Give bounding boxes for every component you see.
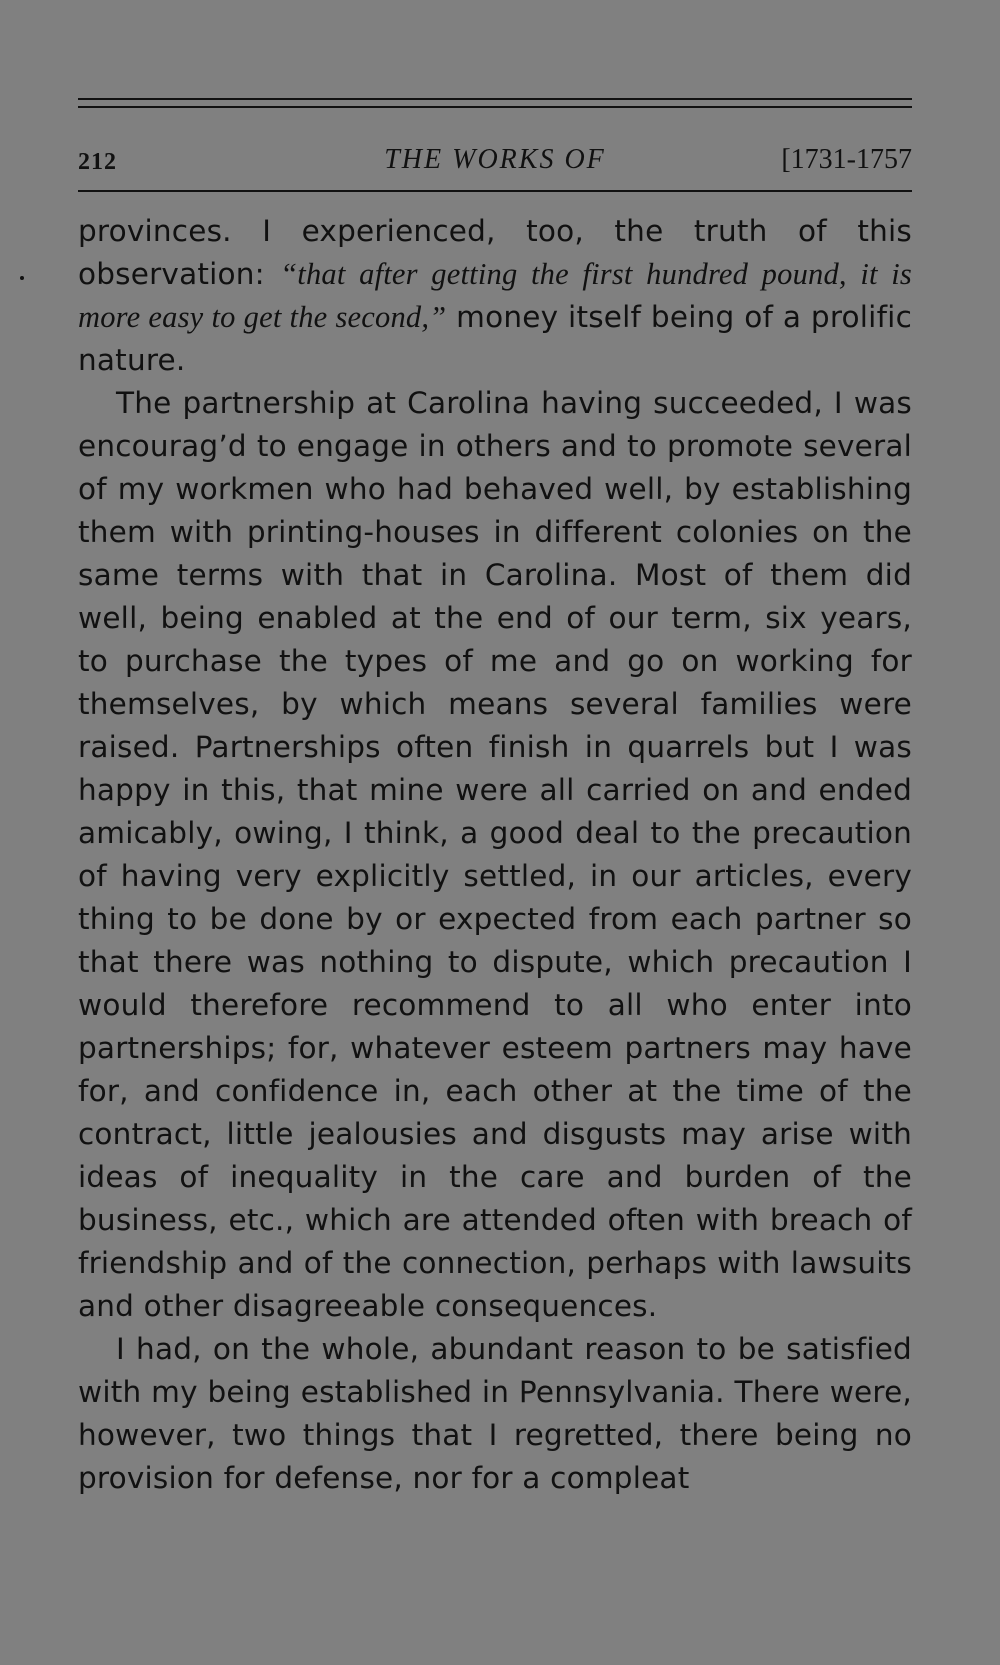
page-number: 212	[78, 149, 117, 175]
paragraph-1-start: provinces. I experienced, too, the truth of this observation:	[78, 214, 912, 291]
paragraph-3: I had, on the whole, abundant reason to be satisfied with my being established in Pennsylvania. There were, however, two things that I regretted, there being no provision for defense, nor for a compleat	[78, 1332, 912, 1495]
margin-speck	[20, 276, 24, 280]
running-head	[78, 108, 912, 178]
running-title: THE WORKS OF	[384, 144, 606, 175]
paragraph-2: The partnership at Carolina having succeeded, I was encourag’d to engage in others and to promote several of my workmen who had behaved well, by establishing them with printing-houses in different colonies on the same terms with that in Carolina. Most of them did well, being enabled at the end of our term, six years, to purchase the types of me and go on working for themselves, by which means several families were raised. Partnerships often finish in quarrels but I was happy in this, that mine were all carried on and ended amicably, owing, I think, a good deal to the precaution of having very explicitly settled, in our articles, every thing to be done by or expected from each partner so that there was nothing to dispute, which precaution I would therefore recommend to all who enter into partnerships; for, whatever esteem partners may have for, and confidence in, each other at the time of the contract, little jealousies and disgusts may arise with ideas of inequality in the care and burden of the business, etc., which are attended often with breach of friendship and of the connection, perhaps with lawsuits and other disagreeable consequences.	[78, 386, 912, 1323]
date-range: [1731-1757	[781, 144, 912, 175]
book-page	[78, 98, 912, 1500]
paragraph-1-end: money itself being of a prolific nature.	[78, 300, 912, 377]
body-text	[78, 210, 912, 1500]
header-rule	[78, 190, 912, 192]
paragraph-1	[78, 210, 912, 382]
quoted-maxim: “that after getting the first hundred pound, it is more easy to get the second,”	[78, 257, 912, 334]
top-double-rule-upper	[78, 98, 912, 100]
